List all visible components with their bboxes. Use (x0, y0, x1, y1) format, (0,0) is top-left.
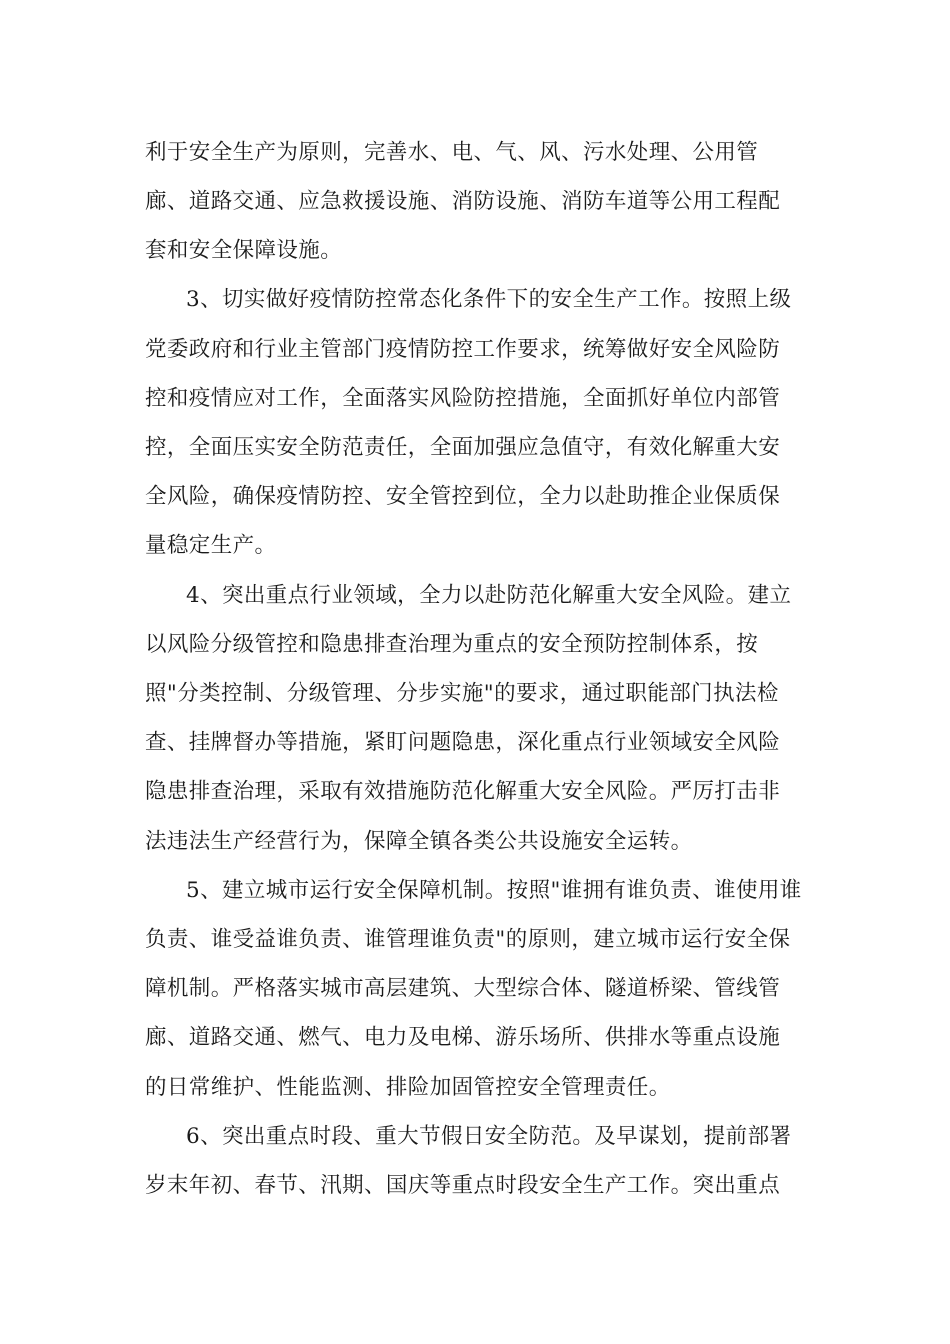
text-line: 岁末年初、春节、汛期、国庆等重点时段安全生产工作。突出重点 (145, 1173, 781, 1198)
text-line: 隐患排查治理，采取有效措施防范化解重大安全风险。严厉打击非 (145, 779, 781, 804)
text-line: 党委政府和行业主管部门疫情防控工作要求，统筹做好安全风险防 (145, 337, 781, 362)
paragraph-start-line: 6、突出重点时段、重大节假日安全防范。及早谋划，提前部署 (186, 1124, 792, 1149)
text-line: 全风险，确保疫情防控、安全管控到位，全力以赴助推企业保质保 (145, 484, 781, 509)
text-line: 量稳定生产。 (145, 533, 277, 558)
text-line: 负责、谁受益谁负责、谁管理谁负责"的原则，建立城市运行安全保 (145, 927, 791, 952)
text-line: 控，全面压实安全防范责任，全面加强应急值守，有效化解重大安 (145, 435, 781, 460)
paragraph-start-line: 5、建立城市运行安全保障机制。按照"谁拥有谁负责、谁使用谁 (186, 878, 802, 903)
text-line: 障机制。严格落实城市高层建筑、大型综合体、隧道桥梁、管线管 (145, 976, 781, 1001)
text-line: 以风险分级管控和隐患排查治理为重点的安全预防控制体系，按 (145, 632, 759, 657)
text-line: 查、挂牌督办等措施，紧盯问题隐患，深化重点行业领域安全风险 (145, 730, 781, 755)
text-line: 控和疫情应对工作，全面落实风险防控措施，全面抓好单位内部管 (145, 386, 781, 411)
text-line: 法违法生产经营行为，保障全镇各类公共设施安全运转。 (145, 829, 693, 854)
paragraph-start-line: 4、突出重点行业领域，全力以赴防范化解重大安全风险。建立 (186, 583, 792, 608)
text-line: 廊、道路交通、燃气、电力及电梯、游乐场所、供排水等重点设施 (145, 1025, 781, 1050)
paragraph-start-line: 3、切实做好疫情防控常态化条件下的安全生产工作。按照上级 (186, 287, 792, 312)
text-line: 廊、道路交通、应急救援设施、消防设施、消防车道等公用工程配 (145, 189, 781, 214)
text-line: 套和安全保障设施。 (145, 238, 343, 263)
text-line: 的日常维护、性能监测、排险加固管控安全管理责任。 (145, 1075, 671, 1100)
text-line: 利于安全生产为原则，完善水、电、气、风、污水处理、公用管 (145, 140, 759, 165)
text-line: 照"分类控制、分级管理、分步实施"的要求，通过职能部门执法检 (145, 681, 779, 706)
